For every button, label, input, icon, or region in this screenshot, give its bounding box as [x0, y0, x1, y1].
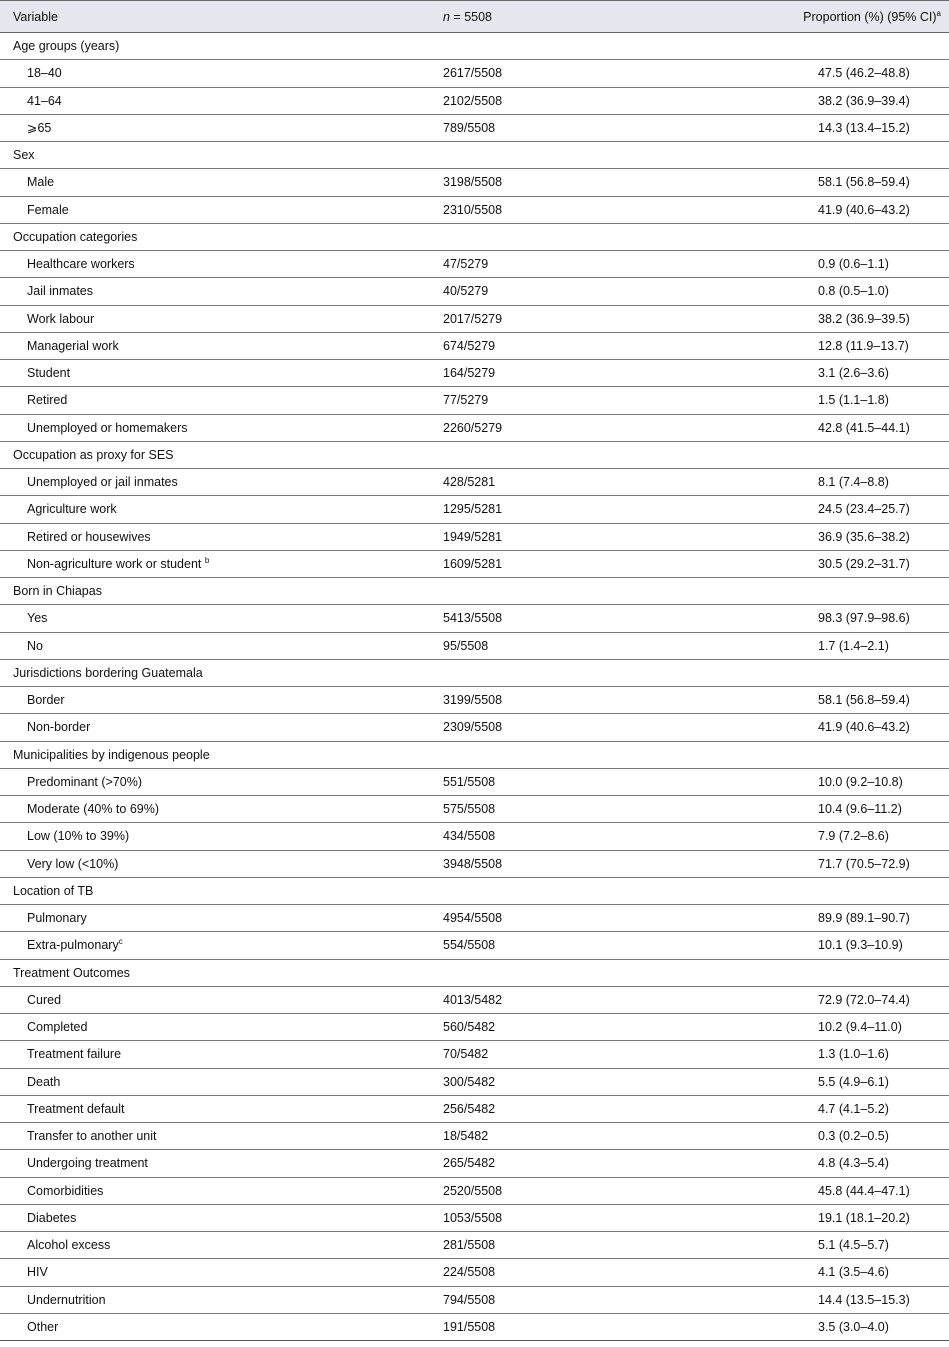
count-cell: 674/5279 [430, 332, 730, 359]
proportion-cell: 41.9 (40.6–43.2) [730, 714, 949, 741]
count-cell: 3199/5508 [430, 687, 730, 714]
count-cell: 2260/5279 [430, 414, 730, 441]
variable-label: Extra-pulmonary [27, 938, 119, 953]
table-row [0, 114, 949, 141]
variable-label: Alcohol excess [27, 1238, 111, 1253]
variable-cell [0, 1095, 430, 1122]
proportion-cell: 0.3 (0.2–0.5) [730, 1123, 949, 1150]
variable-label: Undergoing treatment [27, 1156, 148, 1171]
variable-label: Work labour [27, 311, 95, 326]
variable-label: No [27, 638, 43, 653]
variable-cell [0, 360, 430, 387]
variable-cell [0, 496, 430, 523]
group-row [0, 223, 949, 250]
count-cell: 18/5482 [430, 1123, 730, 1150]
count-cell: 1295/5281 [430, 496, 730, 523]
table-row [0, 414, 949, 441]
count-cell: 434/5508 [430, 823, 730, 850]
proportion-cell: 4.1 (3.5–4.6) [730, 1259, 949, 1286]
count-cell: 2617/5508 [430, 60, 730, 87]
count-cell: 224/5508 [430, 1259, 730, 1286]
variable-label: Undernutrition [27, 1292, 106, 1307]
count-cell: 4013/5482 [430, 986, 730, 1013]
count-cell: 2017/5279 [430, 305, 730, 332]
variable-label: Healthcare workers [27, 257, 135, 272]
variable-label: Transfer to another unit [27, 1129, 157, 1144]
variable-cell [0, 768, 430, 795]
proportion-cell: 14.4 (13.5–15.3) [730, 1286, 949, 1313]
variable-cell [0, 850, 430, 877]
variable-cell [0, 687, 430, 714]
proportion-cell: 19.1 (18.1–20.2) [730, 1204, 949, 1231]
variable-label: 41–64 [27, 93, 62, 108]
proportion-cell: 38.2 (36.9–39.5) [730, 305, 949, 332]
count-cell: 2520/5508 [430, 1177, 730, 1204]
proportion-cell: 38.2 (36.9–39.4) [730, 87, 949, 114]
variable-cell [0, 1150, 430, 1177]
empty-cell [730, 441, 949, 468]
header-proportion-footnote: a [936, 8, 941, 18]
variable-label: Retired [27, 393, 68, 408]
variable-cell [0, 387, 430, 414]
empty-cell [430, 441, 730, 468]
variable-label: Male [27, 175, 55, 190]
table-row [0, 387, 949, 414]
table-row [0, 1177, 949, 1204]
proportion-cell: 14.3 (13.4–15.2) [730, 114, 949, 141]
proportion-cell: 1.3 (1.0–1.6) [730, 1041, 949, 1068]
group-label: Born in Chiapas [0, 578, 430, 605]
proportion-cell: 58.1 (56.8–59.4) [730, 169, 949, 196]
group-row [0, 959, 949, 986]
empty-cell [430, 659, 730, 686]
header-proportion [730, 1, 949, 33]
table-row [0, 60, 949, 87]
proportion-cell: 36.9 (35.6–38.2) [730, 523, 949, 550]
table-row [0, 932, 949, 959]
group-row [0, 142, 949, 169]
count-cell: 2102/5508 [430, 87, 730, 114]
proportion-cell: 3.5 (3.0–4.0) [730, 1313, 949, 1340]
table-row [0, 687, 949, 714]
table-row [0, 305, 949, 332]
proportion-cell: 10.0 (9.2–10.8) [730, 768, 949, 795]
variable-cell [0, 932, 430, 959]
table-row [0, 823, 949, 850]
variable-label: Yes [27, 611, 48, 626]
proportion-cell: 1.7 (1.4–2.1) [730, 632, 949, 659]
count-cell: 428/5281 [430, 469, 730, 496]
table-row [0, 1204, 949, 1231]
proportion-cell: 42.8 (41.5–44.1) [730, 414, 949, 441]
variable-cell [0, 114, 430, 141]
variable-cell [0, 823, 430, 850]
count-cell: 2309/5508 [430, 714, 730, 741]
empty-cell [730, 33, 949, 60]
table-row [0, 605, 949, 632]
proportion-cell: 10.2 (9.4–11.0) [730, 1014, 949, 1041]
variable-cell [0, 1068, 430, 1095]
proportion-cell: 5.5 (4.9–6.1) [730, 1068, 949, 1095]
table-row [0, 1259, 949, 1286]
variable-cell [0, 1286, 430, 1313]
count-cell: 1053/5508 [430, 1204, 730, 1231]
variable-label: Unemployed or jail inmates [27, 475, 178, 490]
table-row [0, 1095, 949, 1122]
variable-label: Treatment default [27, 1101, 125, 1116]
count-cell: 281/5508 [430, 1232, 730, 1259]
count-cell: 575/5508 [430, 796, 730, 823]
empty-cell [730, 142, 949, 169]
proportion-cell: 58.1 (56.8–59.4) [730, 687, 949, 714]
variable-cell [0, 1313, 430, 1340]
variable-label: Low (10% to 39%) [27, 829, 130, 844]
group-label: Age groups (years) [0, 33, 430, 60]
proportion-cell: 0.8 (0.5–1.0) [730, 278, 949, 305]
proportion-cell: 98.3 (97.9–98.6) [730, 605, 949, 632]
variable-label: Diabetes [27, 1210, 77, 1225]
variable-label: Cured [27, 992, 62, 1007]
variable-cell [0, 1204, 430, 1231]
count-cell: 40/5279 [430, 278, 730, 305]
group-row [0, 33, 949, 60]
empty-cell [430, 578, 730, 605]
proportion-cell: 8.1 (7.4–8.8) [730, 469, 949, 496]
count-cell: 47/5279 [430, 251, 730, 278]
empty-cell [730, 959, 949, 986]
proportion-cell: 12.8 (11.9–13.7) [730, 332, 949, 359]
group-label: Treatment Outcomes [0, 959, 430, 986]
variable-label: Managerial work [27, 338, 119, 353]
group-label: Location of TB [0, 877, 430, 904]
count-cell: 265/5482 [430, 1150, 730, 1177]
count-cell: 70/5482 [430, 1041, 730, 1068]
variable-label: Pulmonary [27, 911, 87, 926]
empty-cell [430, 877, 730, 904]
variable-label: Completed [27, 1020, 88, 1035]
variable-cell [0, 1041, 430, 1068]
count-cell: 3948/5508 [430, 850, 730, 877]
table-row [0, 850, 949, 877]
variable-label: Moderate (40% to 69%) [27, 802, 160, 817]
empty-cell [730, 223, 949, 250]
variable-label: Female [27, 202, 69, 217]
table-row [0, 1123, 949, 1150]
variable-cell [0, 796, 430, 823]
count-cell: 1609/5281 [430, 550, 730, 577]
variable-label: HIV [27, 1265, 48, 1280]
variable-cell [0, 278, 430, 305]
empty-cell [430, 223, 730, 250]
variable-label: Non-border [27, 720, 91, 735]
table-row [0, 169, 949, 196]
proportion-cell: 71.7 (70.5–72.9) [730, 850, 949, 877]
variable-label: Retired or housewives [27, 529, 151, 544]
proportion-cell: 30.5 (29.2–31.7) [730, 550, 949, 577]
table-row [0, 550, 949, 577]
table-row [0, 1232, 949, 1259]
count-cell: 4954/5508 [430, 905, 730, 932]
variable-cell [0, 605, 430, 632]
count-cell: 256/5482 [430, 1095, 730, 1122]
empty-cell [430, 959, 730, 986]
variable-label: Comorbidities [27, 1183, 104, 1198]
variable-label: Unemployed or homemakers [27, 420, 188, 435]
proportion-cell: 4.7 (4.1–5.2) [730, 1095, 949, 1122]
table-row [0, 632, 949, 659]
variable-cell [0, 1014, 430, 1041]
table-row [0, 1313, 949, 1340]
empty-cell [430, 142, 730, 169]
table-row [0, 251, 949, 278]
table-body [0, 33, 949, 1341]
group-row [0, 659, 949, 686]
variable-cell [0, 714, 430, 741]
proportion-cell: 3.1 (2.6–3.6) [730, 360, 949, 387]
variable-cell [0, 305, 430, 332]
group-label: Municipalities by indigenous people [0, 741, 430, 768]
variable-label: Agriculture work [27, 502, 117, 517]
group-row [0, 441, 949, 468]
variable-cell [0, 1123, 430, 1150]
variable-label: 18–40 [27, 66, 62, 81]
variable-cell [0, 632, 430, 659]
variable-cell [0, 469, 430, 496]
empty-cell [730, 741, 949, 768]
count-cell: 95/5508 [430, 632, 730, 659]
proportion-cell: 5.1 (4.5–5.7) [730, 1232, 949, 1259]
empty-cell [730, 877, 949, 904]
count-cell: 191/5508 [430, 1313, 730, 1340]
table-row [0, 905, 949, 932]
table-row [0, 469, 949, 496]
table-row [0, 714, 949, 741]
variable-cell [0, 1232, 430, 1259]
proportion-cell: 0.9 (0.6–1.1) [730, 251, 949, 278]
table-row [0, 523, 949, 550]
table-row [0, 278, 949, 305]
table-row [0, 796, 949, 823]
header-proportion-label: Proportion (%) (95% CI) [803, 9, 937, 24]
table-row [0, 496, 949, 523]
group-row [0, 578, 949, 605]
variable-label: Very low (<10%) [27, 856, 119, 871]
group-label: Occupation categories [0, 223, 430, 250]
proportion-cell: 10.1 (9.3–10.9) [730, 932, 949, 959]
count-cell: 5413/5508 [430, 605, 730, 632]
variable-label: Death [27, 1074, 61, 1089]
count-cell: 554/5508 [430, 932, 730, 959]
variable-cell [0, 414, 430, 441]
table-row [0, 986, 949, 1013]
empty-cell [430, 741, 730, 768]
variable-label: Student [27, 366, 71, 381]
variable-label: Jail inmates [27, 284, 93, 299]
table-row [0, 87, 949, 114]
variable-cell [0, 1259, 430, 1286]
variable-cell [0, 550, 430, 577]
variable-cell [0, 87, 430, 114]
variable-label: Non-agriculture work or student [27, 556, 205, 571]
group-label: Jurisdictions bordering Guatemala [0, 659, 430, 686]
table-row [0, 1014, 949, 1041]
variable-cell [0, 196, 430, 223]
table-row [0, 1068, 949, 1095]
proportion-cell: 47.5 (46.2–48.8) [730, 60, 949, 87]
proportion-cell: 24.5 (23.4–25.7) [730, 496, 949, 523]
count-cell: 789/5508 [430, 114, 730, 141]
count-cell: 560/5482 [430, 1014, 730, 1041]
footnote-marker: c [118, 937, 123, 947]
proportion-cell: 4.8 (4.3–5.4) [730, 1150, 949, 1177]
table-row [0, 768, 949, 795]
count-cell: 164/5279 [430, 360, 730, 387]
empty-cell [730, 578, 949, 605]
variable-cell [0, 1177, 430, 1204]
group-row [0, 877, 949, 904]
variable-label: ⩾65 [27, 121, 52, 136]
empty-cell [730, 659, 949, 686]
header-n [430, 1, 730, 33]
header-row [0, 1, 949, 33]
header-variable: Variable [0, 1, 430, 33]
footnote-marker: b [204, 555, 210, 565]
group-label: Occupation as proxy for SES [0, 441, 430, 468]
variable-cell [0, 986, 430, 1013]
count-cell: 2310/5508 [430, 196, 730, 223]
group-row [0, 741, 949, 768]
variable-label: Treatment failure [27, 1047, 122, 1062]
variable-cell [0, 332, 430, 359]
proportion-cell: 7.9 (7.2–8.6) [730, 823, 949, 850]
count-cell: 77/5279 [430, 387, 730, 414]
proportion-cell: 10.4 (9.6–11.2) [730, 796, 949, 823]
table-row [0, 1286, 949, 1313]
count-cell: 551/5508 [430, 768, 730, 795]
table-header [0, 1, 949, 33]
count-cell: 1949/5281 [430, 523, 730, 550]
header-n-label: n [443, 9, 450, 24]
variable-label: Border [27, 693, 65, 708]
variable-cell [0, 251, 430, 278]
empty-cell [430, 33, 730, 60]
proportion-cell: 72.9 (72.0–74.4) [730, 986, 949, 1013]
variable-cell [0, 523, 430, 550]
header-n-value: = 5508 [449, 9, 493, 24]
table-row [0, 332, 949, 359]
count-cell: 3198/5508 [430, 169, 730, 196]
variable-cell [0, 169, 430, 196]
proportion-cell: 41.9 (40.6–43.2) [730, 196, 949, 223]
table-row [0, 196, 949, 223]
proportion-cell: 89.9 (89.1–90.7) [730, 905, 949, 932]
table-row [0, 1041, 949, 1068]
count-cell: 794/5508 [430, 1286, 730, 1313]
table-row [0, 1150, 949, 1177]
variable-label: Predominant (>70%) [27, 774, 142, 789]
variable-label: Other [27, 1319, 59, 1334]
proportion-cell: 45.8 (44.4–47.1) [730, 1177, 949, 1204]
table-row [0, 360, 949, 387]
group-label: Sex [0, 142, 430, 169]
count-cell: 300/5482 [430, 1068, 730, 1095]
variable-cell [0, 60, 430, 87]
variable-cell [0, 905, 430, 932]
proportion-cell: 1.5 (1.1–1.8) [730, 387, 949, 414]
